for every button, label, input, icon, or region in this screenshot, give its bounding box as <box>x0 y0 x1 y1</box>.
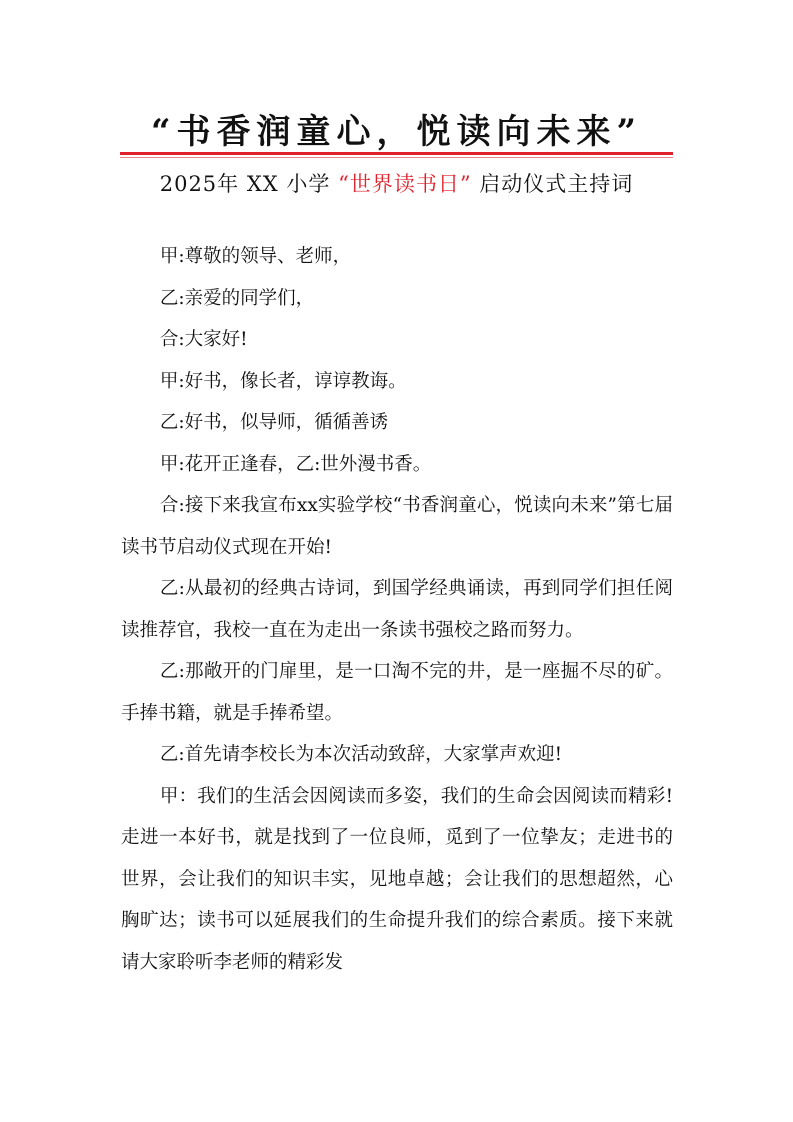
subtitle-prefix: 2025年 XX 小学 <box>159 172 331 196</box>
paragraph: 乙:亲爱的同学们， <box>159 287 315 309</box>
paragraph: 合:大家好! <box>159 329 248 350</box>
document-subtitle <box>0 168 793 198</box>
title-divider <box>120 152 673 155</box>
subtitle-highlight: “世界读书日” <box>338 172 472 196</box>
title-divider-thin <box>120 157 673 158</box>
subtitle-suffix: 启动仪式主持词 <box>479 172 634 196</box>
paragraph: 乙:那敞开的门扉里，是一口淘不完的井，是一座掘不尽的矿。手捧书籍，就是手捧希望。 <box>121 661 673 724</box>
paragraph: 甲:好书，像长者，谆谆教诲。 <box>159 370 407 392</box>
document-body <box>121 236 673 983</box>
paragraph: 甲:花开正逢春，乙:世外漫书香。 <box>159 453 432 475</box>
paragraph: 乙:从最初的经典古诗词，到国学经典诵读，再到同学们担任阅读推荐官，我校一直在为走出一条读书强校之路而努力。 <box>121 578 673 641</box>
paragraph: 合:接下来我宣布xx实验学校“书香润童心，悦读向未来”第七届读书节启动仪式现在开始! <box>121 495 673 558</box>
paragraph: 甲:尊敬的领导、老师， <box>159 246 352 267</box>
paragraph: 乙:好书，似导师，循循善诱 <box>159 412 389 433</box>
document-title: “书香润童心，悦读向未来” <box>150 112 643 152</box>
paragraph: 甲：我们的生活会因阅读而多姿，我们的生命会因阅读而精彩!走进一本好书，就是找到了一位良师，觅到了一位挚友；走进书的世界，会让我们的知识丰实，见地卓越；会让我们的思想超然，心胸旷达；读书可以延展我们的生命提升我们的综合素质。接下来就请大家聆听李老师的精彩发 <box>121 785 673 973</box>
paragraph: 乙:首先请李校长为本次活动致辞，大家掌声欢迎! <box>159 744 563 765</box>
